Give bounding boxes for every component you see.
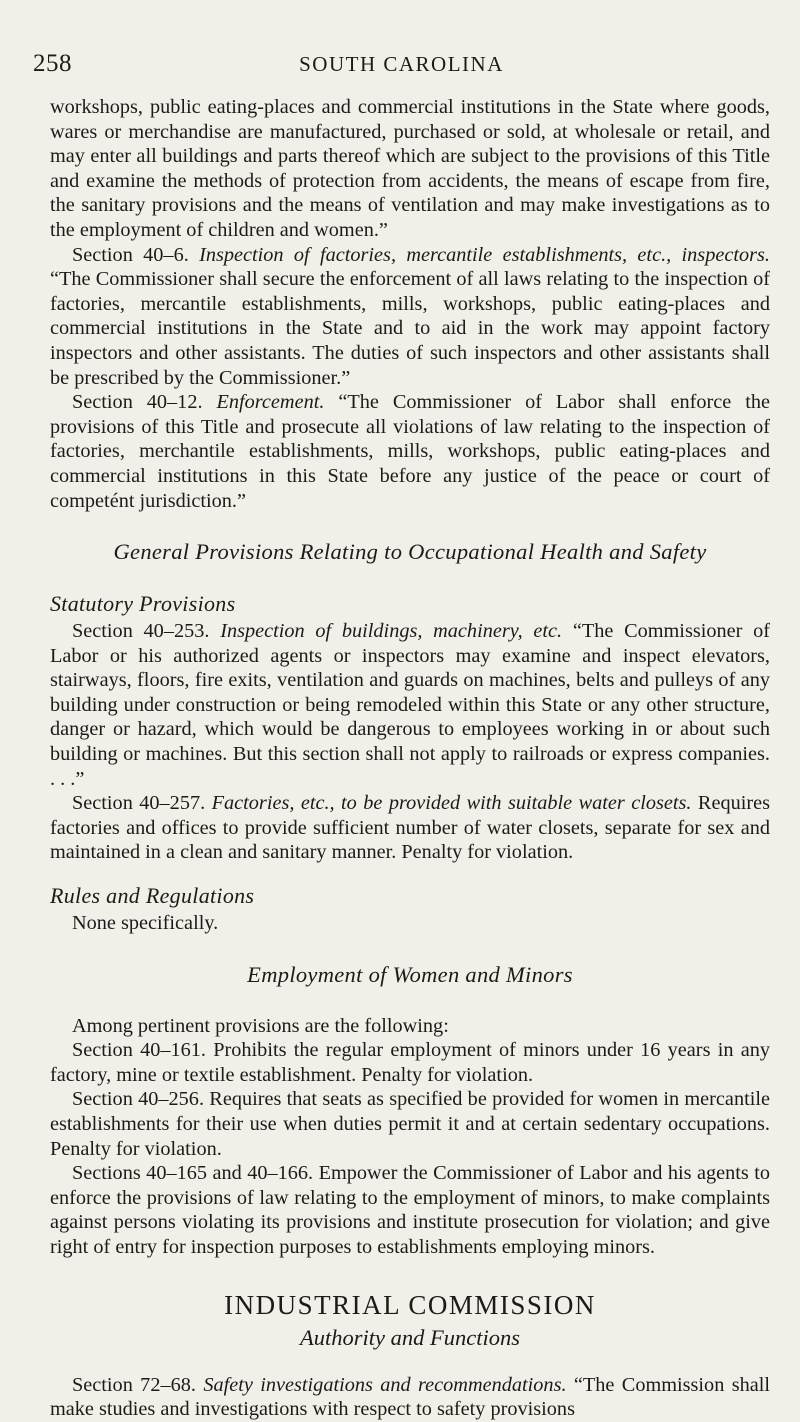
- section-title: Factories, etc., to be provided with suitable water closets.: [211, 792, 692, 815]
- section-text: “The Commission shall make studies and investigations with respect to safety provisions: [50, 1373, 770, 1421]
- section-40-253: [50, 619, 770, 791]
- section-title: Enforcement.: [216, 391, 325, 414]
- section-40-12: [50, 390, 770, 513]
- sections-40-165-166: Sections 40–165 and 40–166. Empower the Commissioner of Labor and his agents to enforce the provisions of law relating to the employment of minors, to make complaints against persons violating its provisions and institute prosecution for violation; and give right of entry for inspection purposes to establishments employing minors.: [50, 1162, 770, 1258]
- section-text: Requires factories and offices to provide sufficient number of water closets, separate for sex and maintained in a clean and sanitary manner. Penalty for violation.: [50, 792, 771, 864]
- section-40-161: Section 40–161. Prohibits the regular employment of minors under 16 years in any factory, mine or textile establishment. Penalty for violation.: [50, 1039, 770, 1086]
- section-40-6: [50, 243, 770, 391]
- section-number: Section 40–12.: [72, 391, 203, 414]
- heading-employment-women-minors: Employment of Women and Minors: [247, 961, 573, 987]
- heading-rules-and-regulations: Rules and Regulations: [50, 883, 255, 909]
- running-head: SOUTH CAROLINA: [299, 52, 504, 76]
- heading-statutory-provisions: Statutory Provisions: [50, 591, 236, 617]
- section-text: “The Commissioner of Labor or his authorized agents or inspectors may examine and inspect elevators, stairways, floors, fire exits, ventilation and guards on machines, belts and pulleys of any building under construction or being remodeled within this State or any other structure, danger or hazard, which would be dangerous to employees working in or about such building or machines. But this section shall not apply to railroads or express companies. . . .”: [50, 620, 770, 790]
- section-72-68: [50, 1373, 770, 1422]
- section-text: “The Commissioner of Labor shall enforce the provisions of this Title and prosecute all violations of law relating to the inspection of factories, merchantile establishments, mills, workshops, public eating-places and commercial institutions in this State before any justice of the peace or court of competént jurisdiction.”: [50, 391, 770, 512]
- section-40-256: Section 40–256. Requires that seats as specified be provided for women in mercantile establishments for their use when duties permit it and at certain sedentary occupations. Penalty for violation.: [50, 1088, 770, 1160]
- section-number: Section 40–253.: [72, 620, 210, 643]
- paragraph-continued: workshops, public eating-places and commercial institutions in the State where goods, wares or merchandise are manufactured, purchased or sold, at wholesale or retail, and may enter all buildings and parts thereof which are subject to the provisions of this Title and examine the methods of protection from accidents, the means of escape from fire, the sanitary provisions and the means of ventilation and may make investigations as to the employment of children and women.”: [50, 96, 770, 241]
- section-title: Safety investigations and recommendations.: [203, 1373, 567, 1396]
- section-title: Inspection of buildings, machinery, etc.: [220, 620, 563, 643]
- heading-authority-functions: Authority and Functions: [300, 1324, 520, 1350]
- section-number: Section 40–6.: [72, 243, 189, 266]
- page-content: [50, 95, 770, 1422]
- section-number: Section 40–257.: [72, 792, 206, 815]
- section-title: Inspection of factories, mercantile establishments, etc., inspectors.: [199, 243, 770, 266]
- heading-general-provisions: General Provisions Relating to Occupational Health and Safety: [113, 539, 707, 565]
- among-provisions: Among pertinent provisions are the following:: [72, 1014, 449, 1037]
- page-number: 258: [33, 50, 72, 77]
- rules-text: None specifically.: [72, 912, 219, 935]
- section-40-257: [50, 791, 770, 865]
- section-text: “The Commissioner shall secure the enforcement of all laws relating to the inspection of factories, mercantile establishments, mills, workshops, public eating-places and commercial institutions in the State and to aid in the work may appoint factory inspectors and other assistants. The duties of such inspectors and other assistants shall be prescribed by the Commissioner.”: [50, 268, 770, 389]
- page-header: [33, 50, 770, 80]
- section-number: Section 72–68.: [72, 1373, 196, 1396]
- heading-industrial-commission: INDUSTRIAL COMMISSION: [224, 1289, 596, 1320]
